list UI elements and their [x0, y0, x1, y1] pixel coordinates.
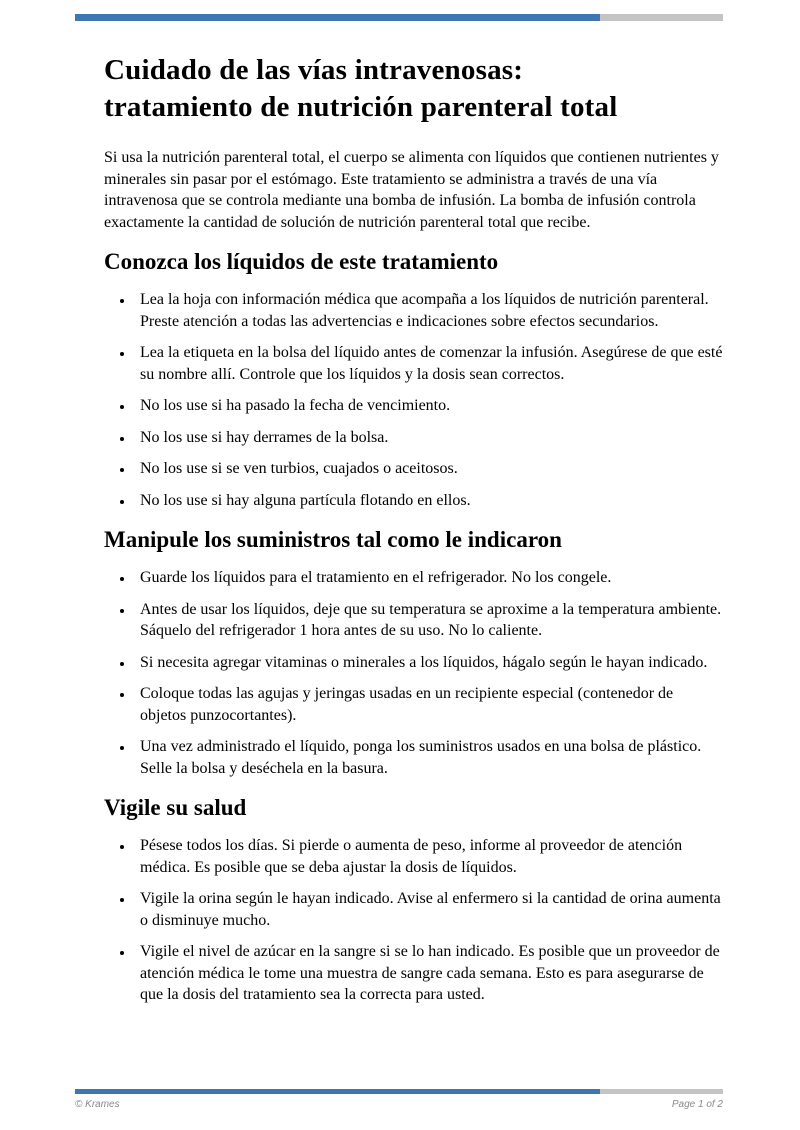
page-title-line-2: tratamiento de nutrición parenteral total: [104, 91, 618, 123]
bullet-item: • Antes de usar los líquidos, deje que su temperatura se aproxime a la temperatura ambiente. Sáquelo del refrigerador 1 hora antes de su uso. No lo caliente.: [134, 599, 723, 642]
footer-accent-bar: [75, 1089, 723, 1094]
page-footer: [75, 1089, 723, 1110]
copyright-text: © Krames: [75, 1099, 120, 1110]
bullet-item: • Lea la hoja con información médica que acompaña a los líquidos de nutrición parenteral. Preste atención a todas las advertencias e indicaciones sobre efectos secundarios.: [134, 289, 723, 332]
bullet-item: • No los use si se ven turbios, cuajados o aceitosos.: [134, 458, 723, 480]
bullet-list-conozca-liquidos: [104, 289, 723, 511]
bullet-item: • Pésese todos los días. Si pierde o aumenta de peso, informe al proveedor de atención médica. Es posible que se deba ajustar la dosis de líquidos.: [134, 835, 723, 878]
header-accent-bar-gray: [600, 14, 723, 21]
bullet-item: • No los use si ha pasado la fecha de vencimiento.: [134, 395, 723, 417]
section-heading-manipule-suministros: Manipule los suministros tal como le indicaron: [104, 527, 562, 552]
bullet-list-vigile-salud: [104, 835, 723, 1006]
bullet-item: • Lea la etiqueta en la bolsa del líquido antes de comenzar la infusión. Asegúrese de que esté su nombre allí. Controle que los líquidos y la dosis sean correctos.: [134, 342, 723, 385]
bullet-item: • Coloque todas las agujas y jeringas usadas en un recipiente especial (contenedor de objetos punzocortantes).: [134, 683, 723, 726]
page-title: [104, 52, 723, 126]
bullet-item: • Vigile la orina según le hayan indicado. Avise al enfermero si la cantidad de orina aumenta o disminuye mucho.: [134, 888, 723, 931]
bullet-item: • Una vez administrado el líquido, ponga los suministros usados en una bolsa de plástico. Selle la bolsa y deséchela en la basura.: [134, 736, 723, 779]
footer-accent-bar-gray: [600, 1089, 723, 1094]
document-content: [75, 21, 723, 1006]
section-conozca-liquidos: [104, 247, 723, 511]
bullet-item: • Guarde los líquidos para el tratamiento en el refrigerador. No los congele.: [134, 567, 723, 589]
bullet-list-manipule-suministros: [104, 567, 723, 779]
section-heading-vigile-salud: Vigile su salud: [104, 795, 247, 820]
section-heading-conozca-liquidos: Conozca los líquidos de este tratamiento: [104, 249, 499, 274]
footer-accent-bar-blue: [75, 1089, 600, 1094]
section-manipule-suministros: [104, 525, 723, 779]
document-page: [75, 0, 723, 1130]
bullet-item: • Vigile el nivel de azúcar en la sangre si se lo han indicado. Es posible que un proveedor de atención médica le tome una muestra de sangre cada semana. Esto es para asegurarse de que la dosis del tratamiento sea la correcta para usted.: [134, 941, 723, 1006]
bullet-item: • Si necesita agregar vitaminas o minerales a los líquidos, hágalo según le hayan indicado.: [134, 652, 723, 674]
footer-row: [75, 1099, 723, 1110]
section-vigile-salud: [104, 793, 723, 1006]
page-indicator: Page 1 of 2: [671, 1099, 723, 1110]
header-accent-bar: [75, 14, 723, 21]
intro-paragraph: Si usa la nutrición parenteral total, el cuerpo se alimenta con líquidos que contienen nutrientes y minerales sin pasar por el estómago. Este tratamiento se administra a través de una vía intravenosa que se controla mediante una bomba de infusión. La bomba de infusión controla exactamente la cantidad de solución de nutrición parenteral total que recibe.: [104, 149, 719, 231]
bullet-item: • No los use si hay derrames de la bolsa.: [134, 427, 723, 449]
page-title-line-1: Cuidado de las vías intravenosas:: [104, 54, 524, 86]
bullet-item: • No los use si hay alguna partícula flotando en ellos.: [134, 490, 723, 512]
header-accent-bar-blue: [75, 14, 600, 21]
